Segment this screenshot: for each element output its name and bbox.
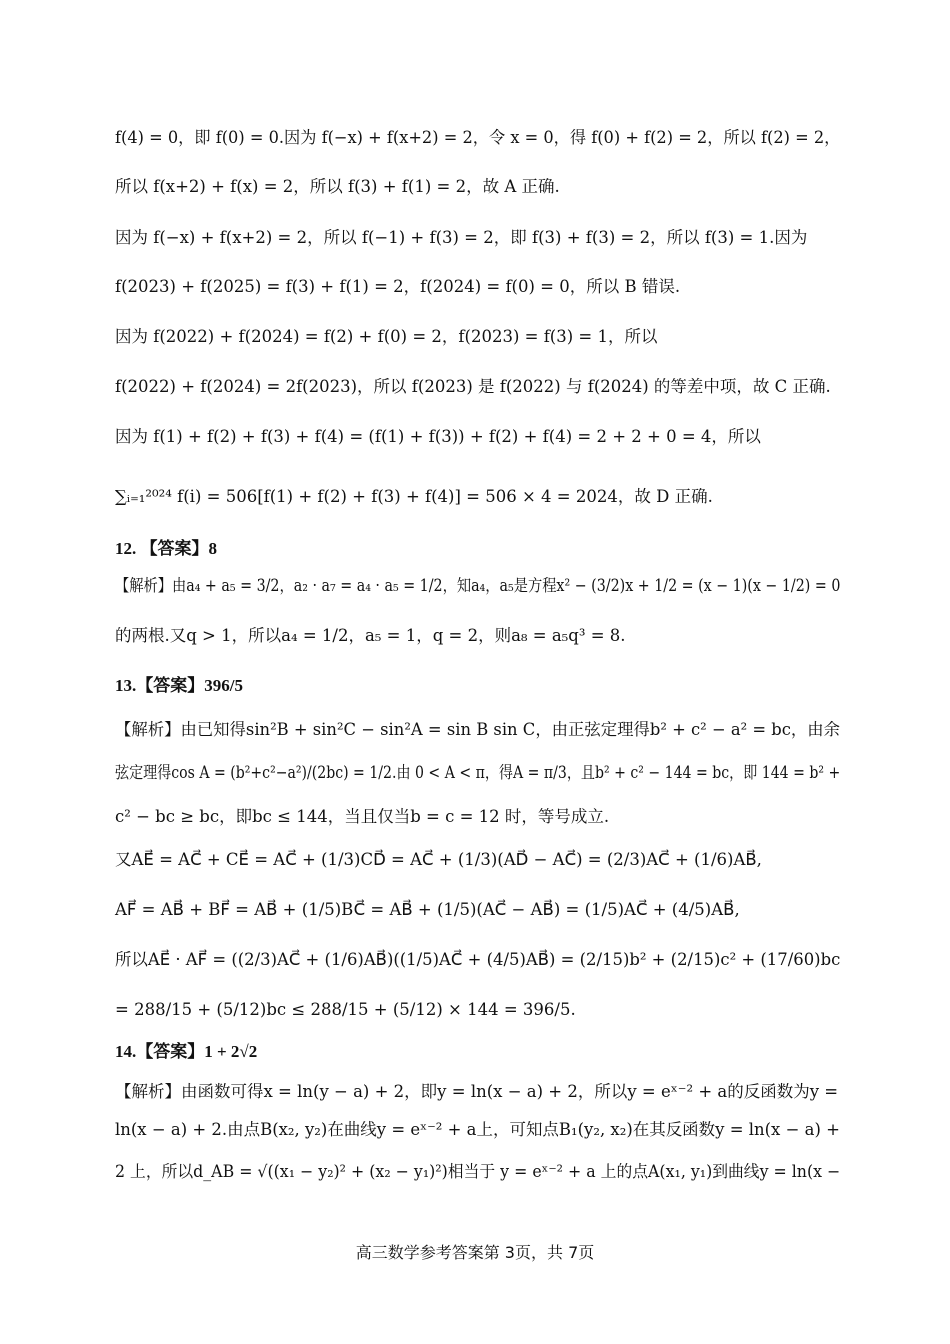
text-line: 所以AE⃗ · AF⃗ = ((2/3)AC⃗ + (1/6)AB⃗)((1/5)AC⃗ + (4/5)AB⃗) = (2/15)b² + (2/15)c² + (17/60)bc bbox=[115, 950, 841, 969]
text-line: AF⃗ = AB⃗ + BF⃗ = AB⃗ + (1/5)BC⃗ = AB⃗ + (1/5)(AC⃗ − AB⃗) = (1/5)AC⃗ + (4/5)AB⃗, bbox=[115, 900, 740, 919]
text-line: 【解析】由函数可得x = ln(y − a) + 2，即y = ln(x − a) + 2，所以y = eˣ⁻² + a的反函数为y = bbox=[115, 1082, 839, 1101]
answer-heading-12: 12. 【答案】8 bbox=[115, 539, 217, 558]
text-line: c² − bc ≥ bc，即bc ≤ 144，当且仅当b = c = 12 时，等号成立. bbox=[115, 807, 610, 826]
text-line: 因为 f(2022) + f(2024) = f(2) + f(0) = 2，f(2023) = f(3) = 1，所以 bbox=[115, 327, 658, 346]
answer-heading-14: 14.【答案】1 + 2√2 bbox=[115, 1042, 258, 1061]
text-line: f(4) = 0，即 f(0) = 0.因为 f(−x) + f(x+2) = 2，令 x = 0，得 f(0) + f(2) = 2，所以 f(2) = 2， bbox=[115, 128, 841, 147]
text-line: 因为 f(1) + f(2) + f(3) + f(4) = (f(1) + f(3)) + f(2) + f(4) = 2 + 2 + 0 = 4，所以 bbox=[115, 427, 761, 446]
text-line: 弦定理得cos A = (b²+c²−a²)/(2bc) = 1/2.由 0 < A < π，得A = π/3，且b² + c² − 144 = bc，即 144 = b² + bbox=[115, 763, 841, 782]
answer-heading-13: 13.【答案】396/5 bbox=[115, 676, 243, 695]
summation-line: ∑ᵢ₌₁²⁰²⁴ f(i) = 506[f(1) + f(2) + f(3) + f(4)] = 506 × 4 = 2024，故 D 正确. bbox=[115, 487, 713, 506]
text-line: 【解析】由已知得sin²B + sin²C − sin²A = sin B sin C，由正弦定理得b² + c² − a² = bc，由余 bbox=[115, 720, 841, 739]
text-line: = 288/15 + (5/12)bc ≤ 288/15 + (5/12) × 144 = 396/5. bbox=[115, 1000, 576, 1019]
page-footer: 高三数学参考答案第 3页，共 7页 bbox=[355, 1243, 595, 1262]
text-line: f(2022) + f(2024) = 2f(2023)，所以 f(2023) 是 f(2022) 与 f(2024) 的等差中项，故 C 正确. bbox=[115, 377, 831, 396]
text-line: 【解析】由a₄ + a₅ = 3/2，a₂ · a₇ = a₄ · a₅ = 1/2，知a₄，a₅是方程x² − (3/2)x + 1/2 = (x − 1)(x − 1/2) = 0 bbox=[115, 576, 841, 595]
text-line: 又AE⃗ = AC⃗ + CE⃗ = AC⃗ + (1/3)CD⃗ = AC⃗ + (1/3)(AD⃗ − AC⃗) = (2/3)AC⃗ + (1/6)AB⃗, bbox=[115, 850, 762, 869]
text-line: 2 上，所以d_AB = √((x₁ − y₂)² + (x₂ − y₁)²)相当于 y = eˣ⁻² + a 上的点A(x₁, y₁)到曲线y = ln(x − bbox=[115, 1162, 841, 1181]
text-line: f(2023) + f(2025) = f(3) + f(1) = 2，f(2024) = f(0) = 0，所以 B 错误. bbox=[115, 277, 681, 296]
text-line: 的两根.又q > 1，所以a₄ = 1/2，a₅ = 1，q = 2，则a₈ = a₅q³ = 8. bbox=[115, 626, 626, 645]
text-line: 因为 f(−x) + f(x+2) = 2，所以 f(−1) + f(3) = 2，即 f(3) + f(3) = 2，所以 f(3) = 1.因为 bbox=[115, 228, 808, 247]
text-line: ln(x − a) + 2.由点B(x₂, y₂)在曲线y = eˣ⁻² + a上，可知点B₁(y₂, x₂)在其反函数y = ln(x − a) + bbox=[115, 1120, 840, 1139]
text-line: 所以 f(x+2) + f(x) = 2，所以 f(3) + f(1) = 2，故 A 正确. bbox=[115, 177, 560, 196]
